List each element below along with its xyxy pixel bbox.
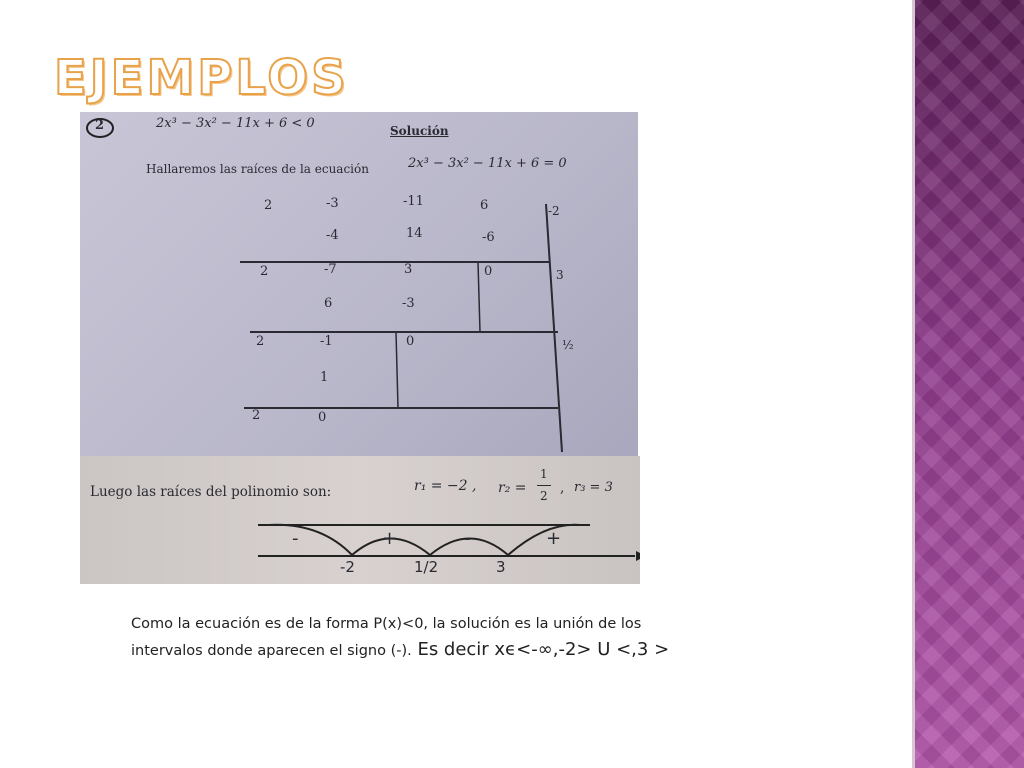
body-line-2: intervalos donde aparecen el signo (-). [131, 643, 412, 659]
sign-2: + [382, 528, 398, 549]
point-2: 1/2 [414, 558, 439, 576]
root-r2-numerator: 1 [540, 467, 548, 481]
sign-chart-photo [80, 456, 640, 584]
row4-c1: 2 [252, 408, 261, 423]
inequality-text: 2x³ − 3x² − 11x + 6 < 0 [156, 116, 315, 131]
synthetic-division-photo [80, 112, 638, 456]
row3-c2: -1 [320, 334, 333, 349]
body-conclusion: Es decir xϵ<-∞,-2> U <,3 > [411, 639, 670, 660]
root-2: 3 [556, 268, 564, 282]
root-r2-fraction-bar [537, 485, 551, 486]
slide-body-text [131, 612, 771, 664]
row2-c2: -7 [324, 262, 337, 277]
root-r1: r₁ = −2 , [414, 478, 477, 494]
number-line-arrow [636, 551, 640, 561]
row1-c4: 6 [480, 198, 489, 213]
row2-c3: 3 [404, 262, 413, 277]
row1b-c2: 14 [406, 226, 423, 241]
division-inner-line-2 [396, 332, 398, 408]
row2-c1: 2 [260, 264, 269, 279]
sign-1: - [292, 528, 299, 549]
row1-c3: -11 [403, 194, 424, 209]
row3-c3: 0 [406, 334, 415, 349]
slide-title: EJEMPLOS [54, 50, 349, 106]
division-vertical-line [546, 204, 562, 452]
row1b-c1: -4 [326, 228, 339, 243]
solution-heading: Solución [390, 124, 449, 138]
row1b-c3: -6 [482, 230, 495, 245]
root-r3: r₃ = 3 [574, 480, 613, 495]
sign-chart-curve [268, 525, 580, 555]
row1-c2: -3 [326, 196, 339, 211]
decorative-side-bar [912, 0, 1024, 768]
root-1: -2 [548, 204, 560, 218]
problem-number: 2 [95, 118, 105, 133]
sign-3: - [464, 528, 471, 549]
root-3: ½ [562, 338, 574, 352]
row4-c2: 0 [318, 410, 327, 425]
root-r2-denominator: 2 [540, 489, 548, 503]
row2b-c2: -3 [402, 296, 415, 311]
root-r2-comma: , [560, 480, 565, 496]
root-r2-label: r₂ = [498, 480, 527, 496]
point-1: -2 [340, 558, 355, 576]
equation-text: 2x³ − 3x² − 11x + 6 = 0 [408, 156, 567, 171]
row1-c1: 2 [264, 198, 273, 213]
sign-4: + [546, 528, 562, 549]
division-inner-line-1 [478, 262, 480, 332]
sign-chart-lines [80, 456, 640, 584]
body-line-1: Como la ecuación es de la forma P(x)<0, la solución es la unión de los [131, 616, 642, 632]
row3-c1: 2 [256, 334, 265, 349]
roots-text: Luego las raíces del polinomio son: [90, 484, 332, 500]
row2b-c1: 6 [324, 296, 333, 311]
row3b-c1: 1 [320, 370, 329, 385]
row2-c4: 0 [484, 264, 493, 279]
instruction-text: Hallaremos las raíces de la ecuación [146, 162, 369, 176]
point-3: 3 [496, 558, 506, 576]
